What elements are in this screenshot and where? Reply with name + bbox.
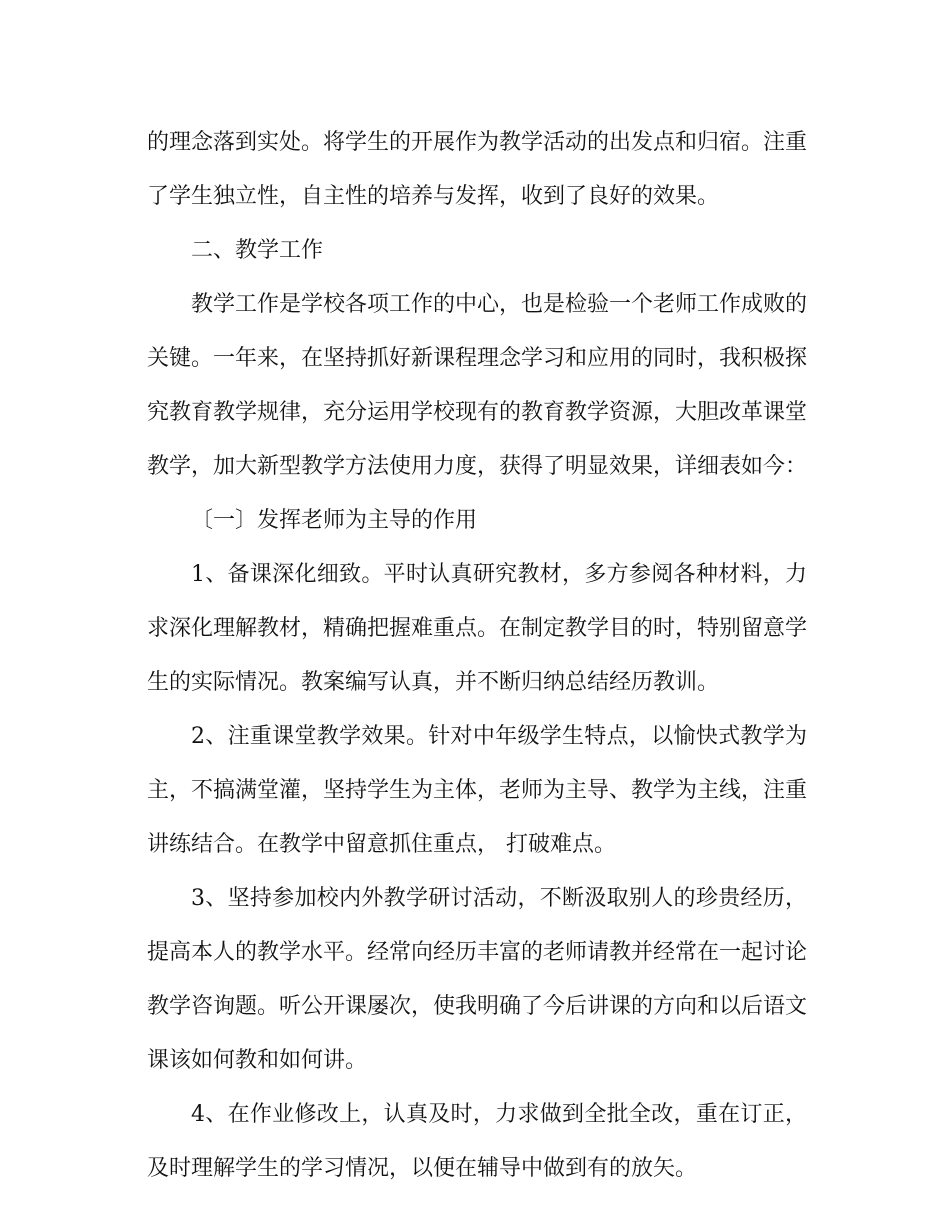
list-item-4-homework-correction: 4、在作业修改上，认真及时，力求做到全批全改，重在订正，及时理解学生的学习情况，以便在辅导中做到有的放矢。 xyxy=(147,1102,807,1181)
list-item-2-classroom-effect: 2、注重课堂教学效果。针对中年级学生特点，以愉快式教学为主，不搞满堂灌，坚持学生为主体，老师为主导、教学为主线，注重讲练结合。在教学中留意抓住重点， 打破难点。 xyxy=(147,724,808,857)
paragraph-teaching-intro: 教学工作是学校各项工作的中心，也是检验一个老师工作成败的关键。一年来，在坚持抓好新课程理念学习和应用的同时，我积极探究教育教学规律，充分运用学校现有的教育教学资源，大胆改革课堂教学，加大新型教学方法使用力度，获得了明显效果，详细表如今： xyxy=(147,292,808,479)
list-item-3-research-activities: 3、坚持参加校内外教学研讨活动，不断汲取别人的珍贵经历，提高本人的教学水平。经常向经历丰富的老师请教并经常在一起讨论教学咨询题。听公开课屡次，使我明确了今后讲课的方向和以后语文课该如何教和如何讲。 xyxy=(147,886,808,1073)
list-item-1-lesson-prep: 1、备课深化细致。平时认真研究教材，多方参阅各种材料，力求深化理解教材，精确把握难重点。在制定教学目的时，特别留意学生的实际情况。教案编写认真，并不断归纳总结经历教训。 xyxy=(147,562,808,695)
subsection-heading-teacher-role: 〔一〕发挥老师为主导的作用 xyxy=(191,508,478,533)
section-heading-teaching-work: 二、教学工作 xyxy=(191,238,324,263)
document-body xyxy=(147,116,807,1196)
paragraph-continuation: 的理念落到实处。将学生的开展作为教学活动的出发点和归宿。注重了学生独立性，自主性的培养与发挥，收到了良好的效果。 xyxy=(147,130,808,209)
